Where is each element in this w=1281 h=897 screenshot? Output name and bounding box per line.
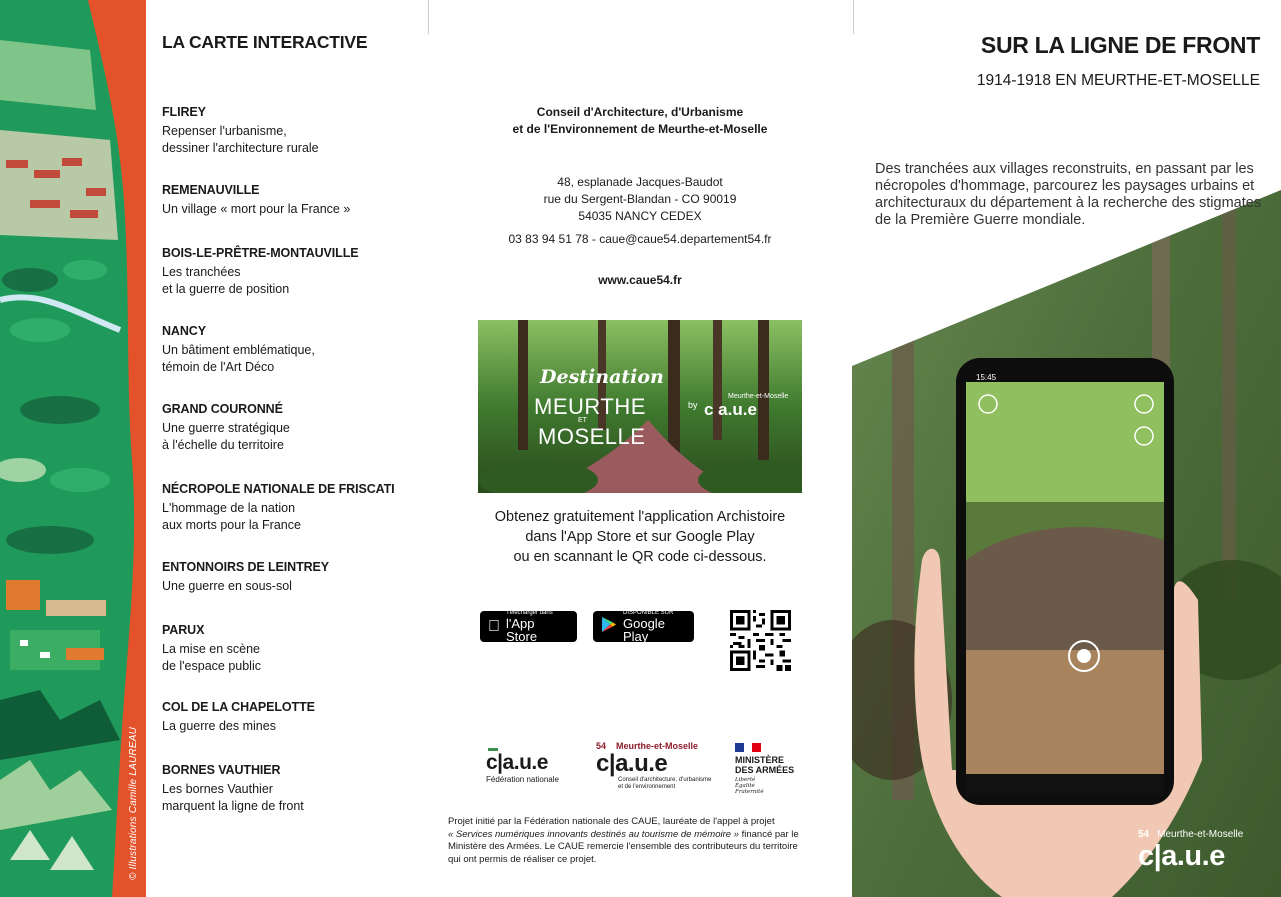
location-item-chapelotte[interactable] (162, 700, 422, 735)
description-line: à l'échelle du territoire (162, 437, 284, 452)
ministere-line: MINISTÈRE (735, 755, 785, 765)
description-line: Un bâtiment emblématique, (162, 343, 315, 357)
description-line: Une guerre stratégique (162, 421, 290, 435)
address-line: 48, esplanade Jacques-Baudot (557, 175, 723, 189)
description-line: et la guerre de position (162, 281, 290, 296)
hero-by: by (688, 400, 698, 410)
description-line: Repenser l'urbanisme, (162, 124, 287, 138)
hero-destination-word: Destination (540, 366, 664, 388)
motto-line: Égalité (735, 783, 755, 789)
address-line: 54035 NANCY CEDEX (578, 209, 702, 223)
location-item-leintrey[interactable] (162, 560, 422, 595)
location-item-nancy[interactable] (162, 324, 422, 375)
cover-panel (852, 0, 1281, 897)
logo-caption: Fédération nationale (486, 775, 559, 784)
location-description (162, 641, 422, 674)
panel-title: LA CARTE INTERACTIVE (162, 32, 368, 52)
location-description (162, 500, 422, 533)
location-name: REMENAUVILLE (162, 183, 260, 197)
description-line: marquent la ligne de front (162, 798, 304, 813)
caue-federation-logo (486, 748, 576, 784)
map-illustration (0, 0, 146, 897)
hero-moselle: MOSELLE (538, 424, 646, 449)
location-item-friscati[interactable] (162, 482, 422, 533)
credit-line (448, 829, 824, 842)
app-store-badge[interactable] (480, 611, 577, 642)
motto-line: Fraternité (735, 789, 764, 795)
location-item-bois-le-pretre[interactable] (162, 246, 422, 297)
location-description (162, 718, 422, 735)
location-item-flirey[interactable] (162, 105, 422, 156)
location-description (162, 123, 422, 156)
location-description (162, 420, 422, 453)
google-play-big: Google Play (623, 616, 665, 644)
ministere-motto (735, 777, 805, 795)
apple-icon (488, 619, 500, 635)
hero-logo-dept: Meurthe-et-Moselle (728, 393, 789, 400)
description-line: L'hommage de la nation (162, 501, 296, 515)
location-item-bornes-vauthier[interactable] (162, 763, 422, 814)
google-play-badge[interactable] (593, 611, 694, 642)
description-line: Les tranchées (162, 265, 241, 279)
location-name: ENTONNOIRS DE LEINTREY (162, 560, 330, 574)
contact-panel (430, 0, 850, 897)
logo-mark: c|a.u.e (596, 750, 668, 777)
logo-caption-line: Conseil d'architecture, d'urbanisme (618, 777, 712, 783)
app-store-small: Télécharger dans (494, 616, 541, 623)
forest-phone-photo (852, 0, 1281, 897)
org-line: Conseil d'Architecture, d'Urbanisme (536, 105, 744, 119)
address-line: rue du Sergent-Blandan - CO 90019 (543, 192, 737, 206)
credit-line: qui ont permis de réaliser ce projet. (448, 853, 597, 865)
logo-mark: c|a.u.e (486, 751, 548, 774)
location-item-parux[interactable] (162, 623, 422, 674)
location-description (162, 342, 422, 375)
location-item-remenauville[interactable] (162, 183, 422, 218)
description-line: La guerre des mines (162, 719, 276, 733)
hero-meurthe: MEURTHE (534, 394, 646, 419)
description-line: Les bornes Vauthier (162, 782, 273, 796)
logo-dept: Meurthe-et-Moselle (616, 741, 699, 751)
cover-title: SUR LA LIGNE DE FRONT (980, 32, 1260, 58)
app-text-line: Obtenez gratuitement l'application Archistoire (494, 509, 786, 525)
french-flag-icon (735, 743, 761, 752)
logo-dept: Meurthe-et-Moselle (1157, 829, 1244, 840)
ministere-line: DES ARMÉES (735, 765, 795, 775)
description-line: Un village « mort pour la France » (162, 202, 351, 216)
hero-caue-logo: c a.u.e (704, 400, 757, 419)
illustrated-map-strip (0, 0, 146, 897)
location-name: PARUX (162, 623, 205, 637)
location-description (162, 264, 422, 297)
description-line: La mise en scène (162, 642, 260, 656)
location-name: NÉCROPOLE NATIONALE DE FRISCATI (162, 482, 395, 496)
fold-mark (428, 0, 429, 34)
location-description (162, 201, 422, 218)
logo-caption-line: et de l'environnement (618, 783, 676, 790)
description-line: dessiner l'architecture rurale (162, 140, 319, 155)
illustration-credit: © Illustrations Camille LAUREAU (128, 726, 139, 880)
website-link[interactable]: www.caue54.fr (598, 273, 682, 287)
address-block (430, 174, 850, 248)
contact-line[interactable]: 03 83 94 51 78 - caue@caue54.departement54.fr (508, 232, 772, 246)
caue54-logo (596, 741, 726, 790)
motto-line: Liberté (735, 777, 756, 783)
description-line: aux morts pour la France (162, 517, 301, 532)
app-store-text (494, 610, 569, 643)
cover-subtitle: 1914-1918 EN MEURTHE-ET-MOSELLE (976, 72, 1260, 89)
org-line: et de l'Environnement de Meurthe-et-Moselle (512, 122, 768, 136)
location-name: FLIREY (162, 105, 206, 119)
location-name: GRAND COURONNÉ (162, 402, 283, 416)
description-line: Une guerre en sous-sol (162, 579, 292, 593)
app-store-big: l'App Store (494, 622, 558, 638)
logo-mark: c|a.u.e (1138, 840, 1225, 872)
cover-intro: Des tranchées aux villages reconstruits, en passant par les nécropoles d'hommage, parcourez les paysages urbains et architecturaux du département à la recherche des stigmates de la Première Guerre mondiale. (875, 161, 1262, 228)
ministere-armees-logo (735, 743, 805, 795)
logo-number: 54 (1138, 829, 1150, 840)
credit-line: Ministère des Armées. Le CAUE remercie l'ensemble des contributeurs du territoire (448, 841, 798, 852)
location-name: BOIS-LE-PRÊTRE-MONTAUVILLE (162, 246, 359, 260)
app-download-text (430, 507, 850, 567)
interactive-map-panel (162, 0, 422, 897)
google-play-text (623, 610, 686, 643)
logo-caption (618, 777, 726, 790)
project-credit (448, 816, 824, 866)
location-description (162, 578, 422, 595)
credit-line: Projet initié par la Fédération nationale des CAUE, lauréate de l'appel à projet (448, 816, 775, 827)
credit-italic: « Services numériques innovants destinés au tourisme de mémoire » (448, 828, 739, 840)
location-name: NANCY (162, 324, 206, 338)
google-play-small: DISPONIBLE SUR (623, 610, 674, 616)
google-play-icon (601, 616, 617, 638)
description-line: de l'espace public (162, 658, 261, 673)
description-line: témoin de l'Art Déco (162, 359, 275, 374)
credit-rest: financé par le (738, 828, 799, 840)
organization-name (430, 104, 850, 138)
qr-code[interactable] (730, 610, 791, 671)
app-text-line: dans l'App Store et sur Google Play (525, 529, 755, 545)
location-name: BORNES VAUTHIER (162, 763, 281, 777)
caue54-cover-logo (1138, 829, 1278, 872)
app-text-line: ou en scannant le QR code ci-dessous. (513, 549, 767, 565)
location-name: COL DE LA CHAPELOTTE (162, 700, 315, 714)
logo-number: 54 (596, 741, 607, 751)
hero-et: ET (578, 417, 587, 424)
destination-hero-image (478, 320, 802, 493)
location-description (162, 781, 422, 814)
location-item-grand-couronne[interactable] (162, 402, 422, 453)
phone-clock: 15:45 (976, 373, 997, 382)
